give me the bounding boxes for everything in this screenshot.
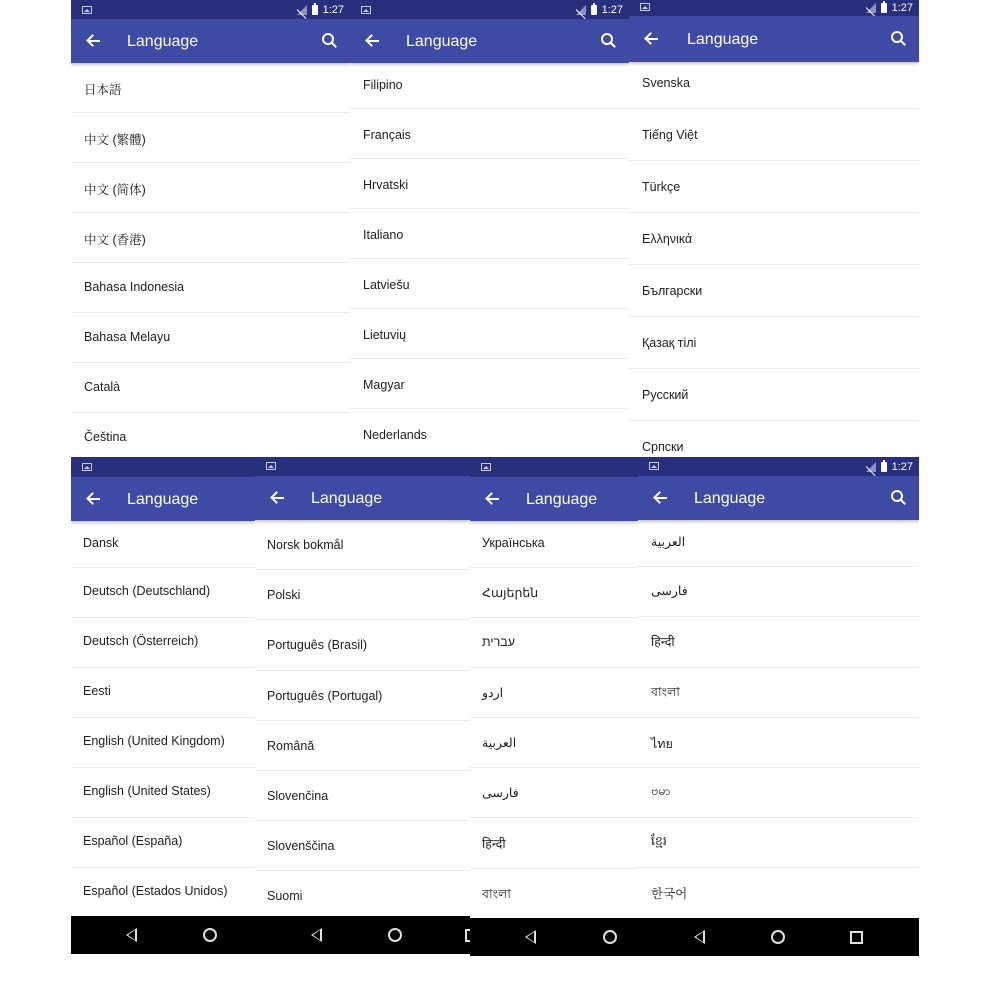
arrow-back-icon[interactable] [484, 490, 502, 508]
list-item[interactable]: Bahasa Melayu [71, 313, 350, 363]
status-time: 1:27 [322, 3, 344, 16]
navigation-bar [470, 918, 638, 956]
nav-back-icon[interactable] [126, 928, 137, 942]
toolbar [71, 19, 350, 63]
language-list [470, 521, 638, 918]
list-item[interactable]: Српски [642, 440, 684, 454]
list-item[interactable]: Norsk bokmål [255, 520, 470, 570]
list-item[interactable]: العربية [638, 520, 919, 567]
list-item[interactable]: Filipino [350, 63, 629, 109]
list-item[interactable]: اردو [470, 668, 638, 718]
list-item[interactable]: Català [71, 363, 350, 413]
language-list [71, 63, 350, 457]
list-item[interactable]: Română [255, 721, 470, 771]
search-icon[interactable] [891, 490, 907, 506]
list-item[interactable]: ខ្មែរ [638, 818, 919, 868]
navigation-bar [71, 916, 255, 954]
nav-home-icon[interactable] [388, 928, 402, 942]
list-item[interactable]: Magyar [350, 359, 629, 409]
battery-icon [312, 5, 318, 15]
list-item[interactable]: Español (España) [71, 818, 255, 868]
list-item[interactable]: العربية [470, 718, 638, 768]
screen-1 [71, 0, 350, 457]
image-notification-icon [82, 463, 92, 471]
list-item[interactable]: Deutsch (Deutschland) [71, 568, 255, 618]
nav-recents-icon[interactable] [850, 931, 863, 944]
image-notification-icon [266, 462, 276, 470]
list-item[interactable]: हिन्दी [470, 818, 638, 869]
page-title: Language [406, 33, 478, 50]
search-icon[interactable] [601, 33, 617, 49]
status-bar [470, 457, 638, 477]
nav-home-icon[interactable] [203, 928, 217, 942]
no-sim-icon [866, 462, 876, 472]
screen-2 [350, 0, 629, 457]
image-notification-icon [649, 462, 659, 470]
arrow-back-icon[interactable] [85, 32, 103, 50]
image-notification-icon [481, 463, 491, 471]
nav-back-icon[interactable] [525, 930, 536, 944]
list-item[interactable]: Português (Brasil) [255, 620, 470, 671]
status-time: 1:27 [891, 460, 913, 473]
list-item[interactable]: עברית [470, 618, 638, 668]
page-title: Language [694, 490, 766, 507]
list-item[interactable]: فارسی [638, 567, 919, 617]
status-bar [629, 0, 919, 16]
status-bar [638, 457, 919, 476]
screen-6 [470, 457, 638, 956]
list-item[interactable]: Հայերեն [470, 568, 638, 618]
toolbar [255, 476, 470, 520]
list-item[interactable]: 中文 (简体) [71, 163, 350, 213]
no-sim-icon [297, 5, 307, 15]
page-title: Language [127, 491, 199, 508]
image-notification-icon [640, 3, 650, 11]
toolbar [350, 19, 629, 63]
screen-5 [255, 457, 470, 954]
list-item[interactable]: Русский [629, 369, 919, 421]
language-list [255, 520, 470, 916]
list-item[interactable]: Қазақ тілі [629, 317, 919, 369]
list-item[interactable]: Slovenčina [255, 771, 470, 821]
list-item[interactable]: فارسی [470, 768, 638, 818]
language-list [71, 521, 255, 916]
list-item[interactable]: Polski [255, 570, 470, 620]
page-title: Language [526, 491, 598, 508]
list-item[interactable]: हिन्दी [638, 617, 919, 668]
list-item[interactable]: Português (Portugal) [255, 671, 470, 721]
status-bar [71, 457, 255, 477]
battery-icon [881, 462, 887, 472]
toolbar [71, 477, 255, 521]
list-item[interactable]: Deutsch (Österreich) [71, 618, 255, 668]
list-item[interactable]: Hrvatski [350, 159, 629, 209]
nav-back-icon[interactable] [694, 930, 705, 944]
list-item[interactable]: Svenska [629, 62, 919, 109]
status-time: 1:27 [601, 3, 623, 16]
list-item[interactable]: 한국어 [651, 887, 688, 901]
battery-icon [881, 3, 887, 13]
search-icon[interactable] [322, 33, 338, 49]
list-item[interactable]: বাংলা [482, 887, 511, 901]
nav-home-icon[interactable] [771, 930, 785, 944]
list-item[interactable]: Español (Estados Unidos) [83, 884, 228, 898]
arrow-back-icon[interactable] [652, 489, 670, 507]
list-item[interactable]: ไทย [638, 718, 919, 768]
arrow-back-icon[interactable] [643, 30, 661, 48]
battery-icon [591, 5, 597, 15]
navigation-bar [638, 918, 919, 956]
no-sim-icon [866, 3, 876, 13]
toolbar [638, 476, 919, 520]
language-list [638, 520, 919, 918]
list-item[interactable]: Українська [470, 521, 638, 568]
list-item[interactable]: 中文 (香港) [71, 213, 350, 263]
list-item[interactable]: Tiếng Việt [629, 109, 919, 161]
list-item[interactable]: English (United Kingdom) [71, 718, 255, 768]
list-item[interactable]: ဗမာ [638, 768, 919, 818]
list-item[interactable]: 日本語 [71, 63, 350, 113]
nav-home-icon[interactable] [603, 930, 617, 944]
arrow-back-icon[interactable] [364, 32, 382, 50]
list-item[interactable]: Français [350, 109, 629, 159]
list-item[interactable]: Lietuvių [350, 309, 629, 359]
list-item[interactable]: Latviešu [350, 259, 629, 309]
status-bar [71, 0, 350, 19]
page-title: Language [311, 490, 383, 507]
image-notification-icon [361, 6, 371, 14]
list-item[interactable]: Bahasa Indonesia [71, 263, 350, 313]
list-item[interactable]: Dansk [71, 521, 255, 568]
list-item[interactable]: Eesti [71, 668, 255, 718]
screen-4 [71, 457, 255, 954]
list-item[interactable]: 中文 (繁體) [71, 113, 350, 163]
page-title: Language [687, 31, 759, 48]
list-item[interactable]: English (United States) [71, 768, 255, 818]
status-time: 1:27 [891, 2, 913, 14]
toolbar [629, 16, 919, 62]
status-bar [350, 0, 629, 19]
arrow-back-icon[interactable] [85, 490, 103, 508]
screen-7 [638, 457, 919, 956]
page-title: Language [127, 33, 199, 50]
list-item[interactable]: Čeština [84, 430, 127, 444]
status-bar [255, 457, 470, 476]
language-list [350, 63, 629, 457]
arrow-back-icon[interactable] [269, 489, 287, 507]
no-sim-icon [576, 5, 586, 15]
list-item[interactable]: Slovenščina [255, 821, 470, 871]
toolbar [470, 477, 638, 521]
navigation-bar [255, 916, 470, 954]
list-item[interactable]: Български [629, 265, 919, 317]
list-item[interactable]: Italiano [350, 209, 629, 259]
list-item[interactable]: বাংলা [638, 668, 919, 718]
screen-3 [629, 0, 919, 457]
list-item[interactable]: Nederlands [363, 428, 427, 442]
image-notification-icon [82, 6, 92, 14]
list-item[interactable]: Türkçe [629, 161, 919, 213]
search-icon[interactable] [891, 31, 907, 47]
language-list [629, 62, 919, 457]
list-item[interactable]: Suomi [267, 889, 303, 903]
list-item[interactable]: Ελληνικά [629, 213, 919, 265]
nav-back-icon[interactable] [311, 928, 322, 942]
